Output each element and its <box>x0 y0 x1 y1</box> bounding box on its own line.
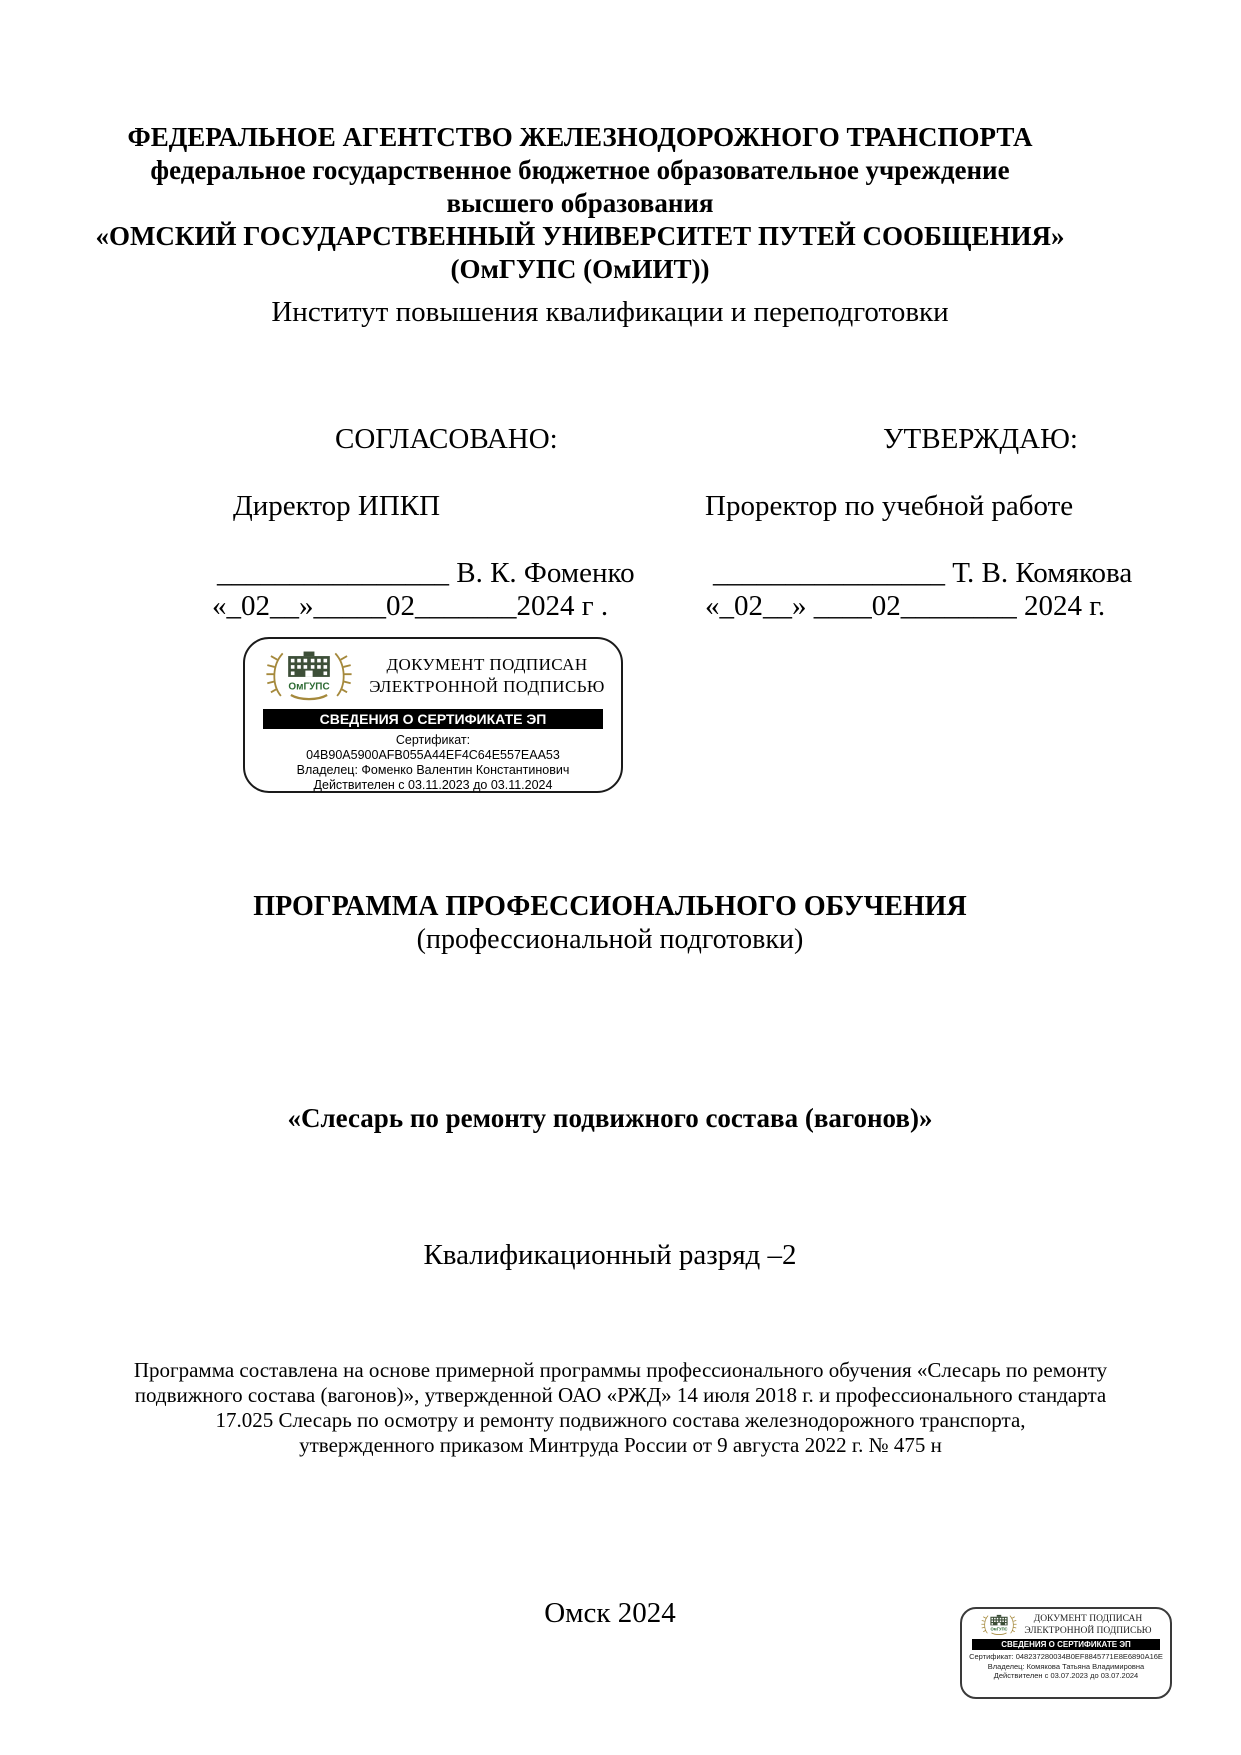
agreed-signature-row <box>217 557 672 590</box>
university-building-icon <box>288 652 330 677</box>
agreed-signer-name: В. К. Фоменко <box>456 557 635 589</box>
stamp-signed-line1: ДОКУМЕНТ ПОДПИСАН <box>1033 1614 1143 1624</box>
stamp-signed-title <box>1024 1613 1151 1637</box>
certificate-owner: Владелец: Комякова Татьяна Владимировна <box>987 1661 1145 1671</box>
header-line-agency: ФЕДЕРАЛЬНОЕ АГЕНТСТВО ЖЕЛЕЗНОДОРОЖНОГО ТРАНСПОРТА <box>127 122 1033 152</box>
stamp-signed-line2: ЭЛЕКТРОННОЙ ПОДПИСЬЮ <box>1024 1626 1152 1636</box>
header-line-university-abbr: (ОмГУПС (ОмИИТ)) <box>450 254 710 284</box>
approved-heading: УТВЕРЖДАЮ: <box>883 423 1078 455</box>
basis-line: утвержденного приказом Минтруда России от 9 августа 2022 г. № 475 н <box>299 1433 942 1457</box>
certificate-info-bar: СВЕДЕНИЯ О СЕРТИФИКАТЕ ЭП <box>972 1639 1160 1650</box>
stamp-signed-line1: ДОКУМЕНТ ПОДПИСАН <box>386 655 588 674</box>
basis-line: подвижного состава (вагонов)», утвержденной ОАО «РЖД» 14 июля 2018 г. и профессионального стандарта <box>134 1383 1107 1407</box>
omgups-logo-caption: ОмГУПС <box>288 681 330 693</box>
esignature-stamp-fomenko <box>243 637 623 793</box>
certificate-label: Сертификат: <box>395 733 471 747</box>
omgups-logo-icon <box>261 647 357 705</box>
stamp-header <box>968 1613 1164 1637</box>
approval-right-column <box>705 423 1175 623</box>
profession-title: «Слесарь по ремонту подвижного состава (вагонов)» <box>287 1103 933 1133</box>
stamp-signed-line2: ЭЛЕКТРОННОЙ ПОДПИСЬЮ <box>369 677 605 696</box>
approved-role: Проректор по учебной работе <box>705 490 1074 522</box>
university-building-icon <box>991 1615 1008 1626</box>
header-line-education-level: высшего образования <box>446 188 714 218</box>
program-title: ПРОГРАММА ПРОФЕССИОНАЛЬНОГО ОБУЧЕНИЯ <box>253 891 967 922</box>
agreed-heading: СОГЛАСОВАНО: <box>335 423 558 455</box>
esignature-stamp-komyakova <box>960 1607 1172 1699</box>
agreed-date-line: «_02__»_____02_______2024 г . <box>212 590 609 622</box>
signature-line: ________________ <box>713 557 945 589</box>
basis-line: 17.025 Слесарь по осмотру и ремонту подвижного состава железнодорожного транспорта, <box>215 1408 1026 1432</box>
approval-left-column <box>212 423 672 623</box>
qualification-grade: Квалификационный разряд –2 <box>423 1239 797 1271</box>
program-subtitle: (профессиональной подготовки) <box>416 924 804 955</box>
certificate-validity: Действителен с 03.11.2023 до 03.11.2024 <box>313 778 553 792</box>
certificate-info-bar: СВЕДЕНИЯ О СЕРТИФИКАТЕ ЭП <box>263 709 603 729</box>
stamp-header <box>255 647 611 705</box>
certificate-number: 04B90A5900AFB055A44EF4C64E557EAA53 <box>306 748 560 762</box>
basis-paragraph <box>0 1358 1241 1458</box>
approved-signer-name: Т. В. Комякова <box>952 557 1133 589</box>
header-line-institution-type: федеральное государственное бюджетное образовательное учреждение <box>150 155 1010 185</box>
city-year: Омск 2024 <box>544 1597 676 1629</box>
omgups-logo-caption: ОмГУПС <box>990 1626 1008 1632</box>
header-line-university-name: «ОМСКИЙ ГОСУДАРСТВЕННЫЙ УНИВЕРСИТЕТ ПУТЕЙ СООБЩЕНИЯ» <box>95 221 1065 251</box>
approved-signature-row <box>713 557 1175 590</box>
agreed-role: Директор ИПКП <box>233 490 441 522</box>
program-title-block <box>0 890 1220 956</box>
institute-name: Институт повышения квалификации и переподготовки <box>271 296 949 328</box>
stamp-signed-title <box>369 654 605 698</box>
certificate-validity: Действителен с 03.07.2023 до 03.07.2024 <box>993 1671 1139 1680</box>
certificate-details <box>968 1652 1164 1681</box>
signature-line: ________________ <box>217 557 449 589</box>
basis-line: Программа составлена на основе примерной программы профессионального обучения «Слесарь по ремонту <box>133 1358 1108 1382</box>
certificate-number: Сертификат: 048237280034B0EF8845771E8E6890A16E <box>969 1652 1163 1661</box>
approved-date-line: «_02__» ____02________ 2024 г. <box>705 590 1106 622</box>
omgups-logo-icon <box>980 1613 1018 1637</box>
certificate-owner: Владелец: Фоменко Валентин Константинович <box>296 763 570 777</box>
certificate-details <box>255 733 611 793</box>
document-header <box>0 121 1160 286</box>
